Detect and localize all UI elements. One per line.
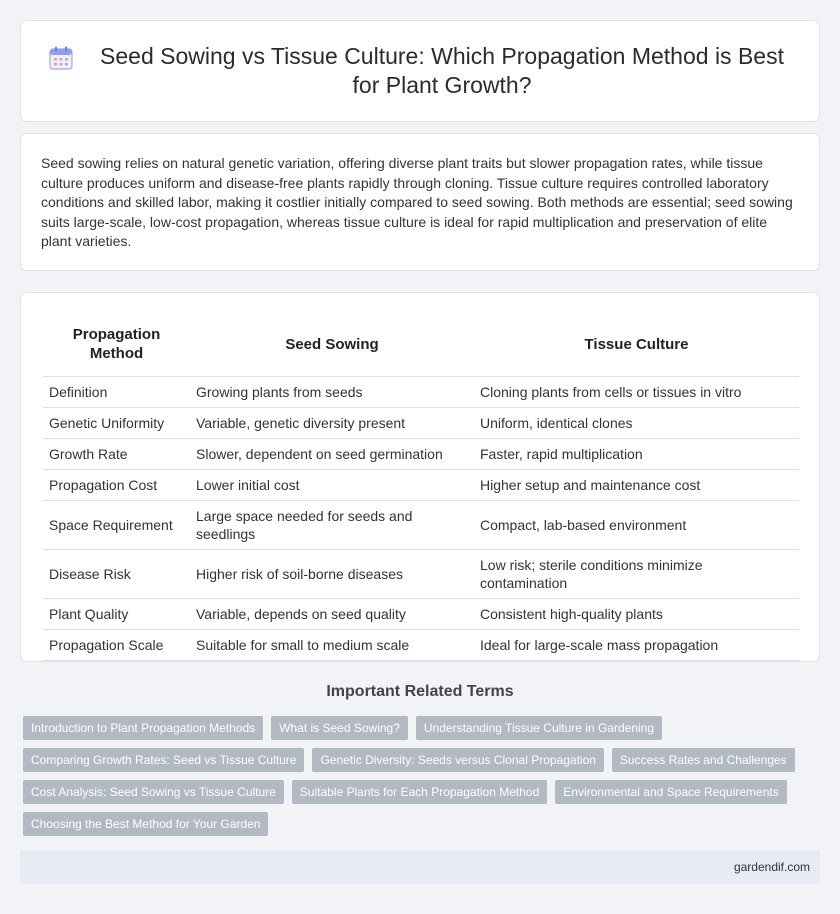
- footer: [20, 850, 820, 884]
- table-cell: Slower, dependent on seed germination: [190, 438, 474, 469]
- table-cell: Plant Quality: [43, 598, 190, 629]
- summary-card: [20, 133, 820, 271]
- page-title: Seed Sowing vs Tissue Culture: Which Propagation Method is Best for Plant Growth?: [100, 43, 784, 98]
- table-cell: Variable, depends on seed quality: [190, 598, 474, 629]
- table-cell: Genetic Uniformity: [43, 407, 190, 438]
- table-row: [43, 598, 799, 629]
- table-cell: Consistent high-quality plants: [474, 598, 799, 629]
- related-term-tag[interactable]: Success Rates and Challenges: [612, 748, 795, 772]
- related-term-tag[interactable]: Comparing Growth Rates: Seed vs Tissue Culture: [23, 748, 304, 772]
- table-cell: Uniform, identical clones: [474, 407, 799, 438]
- related-terms-tags: [23, 716, 823, 844]
- table-cell: Propagation Cost: [43, 469, 190, 500]
- table-cell: Compact, lab-based environment: [474, 500, 799, 549]
- table-row: [43, 407, 799, 438]
- table-cell: Growth Rate: [43, 438, 190, 469]
- table-header-row: [43, 313, 799, 376]
- related-term-tag[interactable]: Choosing the Best Method for Your Garden: [23, 812, 268, 836]
- table-row: [43, 629, 799, 660]
- table-row: [43, 438, 799, 469]
- related-term-tag[interactable]: What is Seed Sowing?: [271, 716, 408, 740]
- comparison-table-card: [20, 292, 820, 662]
- table-row: [43, 469, 799, 500]
- table-cell: Space Requirement: [43, 500, 190, 549]
- table-cell: Lower initial cost: [190, 469, 474, 500]
- related-term-tag[interactable]: Cost Analysis: Seed Sowing vs Tissue Culture: [23, 780, 284, 804]
- table-cell: Cloning plants from cells or tissues in vitro: [474, 376, 799, 407]
- header-card: [20, 20, 820, 122]
- table-cell: Variable, genetic diversity present: [190, 407, 474, 438]
- table-cell: Large space needed for seeds and seedlings: [190, 500, 474, 549]
- table-cell: Suitable for small to medium scale: [190, 629, 474, 660]
- table-cell: Higher setup and maintenance cost: [474, 469, 799, 500]
- table-cell: Ideal for large-scale mass propagation: [474, 629, 799, 660]
- table-cell: Higher risk of soil-borne diseases: [190, 549, 474, 598]
- comparison-table: [43, 313, 799, 661]
- related-term-tag[interactable]: Environmental and Space Requirements: [555, 780, 786, 804]
- table-row: [43, 500, 799, 549]
- table-row: [43, 376, 799, 407]
- related-terms-title: Important Related Terms: [326, 683, 514, 700]
- calendar-icon: [48, 45, 74, 71]
- column-header: Seed Sowing: [190, 313, 474, 376]
- table-cell: Disease Risk: [43, 549, 190, 598]
- column-header: Tissue Culture: [474, 313, 799, 376]
- table-cell: Propagation Scale: [43, 629, 190, 660]
- related-term-tag[interactable]: Genetic Diversity: Seeds versus Clonal Propagation: [312, 748, 603, 772]
- table-row: [43, 549, 799, 598]
- footer-site[interactable]: gardendif.com: [733, 860, 810, 874]
- table-cell: Definition: [43, 376, 190, 407]
- table-cell: Faster, rapid multiplication: [474, 438, 799, 469]
- table-cell: Low risk; sterile conditions minimize contamination: [474, 549, 799, 598]
- related-term-tag[interactable]: Understanding Tissue Culture in Gardening: [416, 716, 662, 740]
- related-term-tag[interactable]: Suitable Plants for Each Propagation Method: [292, 780, 547, 804]
- column-header: Propagation Method: [43, 313, 190, 376]
- summary-text: Seed sowing relies on natural genetic variation, offering diverse plant traits but slower propagation rates, while tissue culture produces uniform and disease-free plants rapidly through cloning. Tissue culture requires controlled laboratory conditions and skilled labor, making it costlier initially compared to seed sowing. Both methods are essential; seed sowing suits large-scale, low-cost propagation, whereas tissue culture is ideal for rapid multiplication and preservation of elite plant varieties.: [41, 155, 793, 249]
- related-term-tag[interactable]: Introduction to Plant Propagation Methods: [23, 716, 263, 740]
- table-cell: Growing plants from seeds: [190, 376, 474, 407]
